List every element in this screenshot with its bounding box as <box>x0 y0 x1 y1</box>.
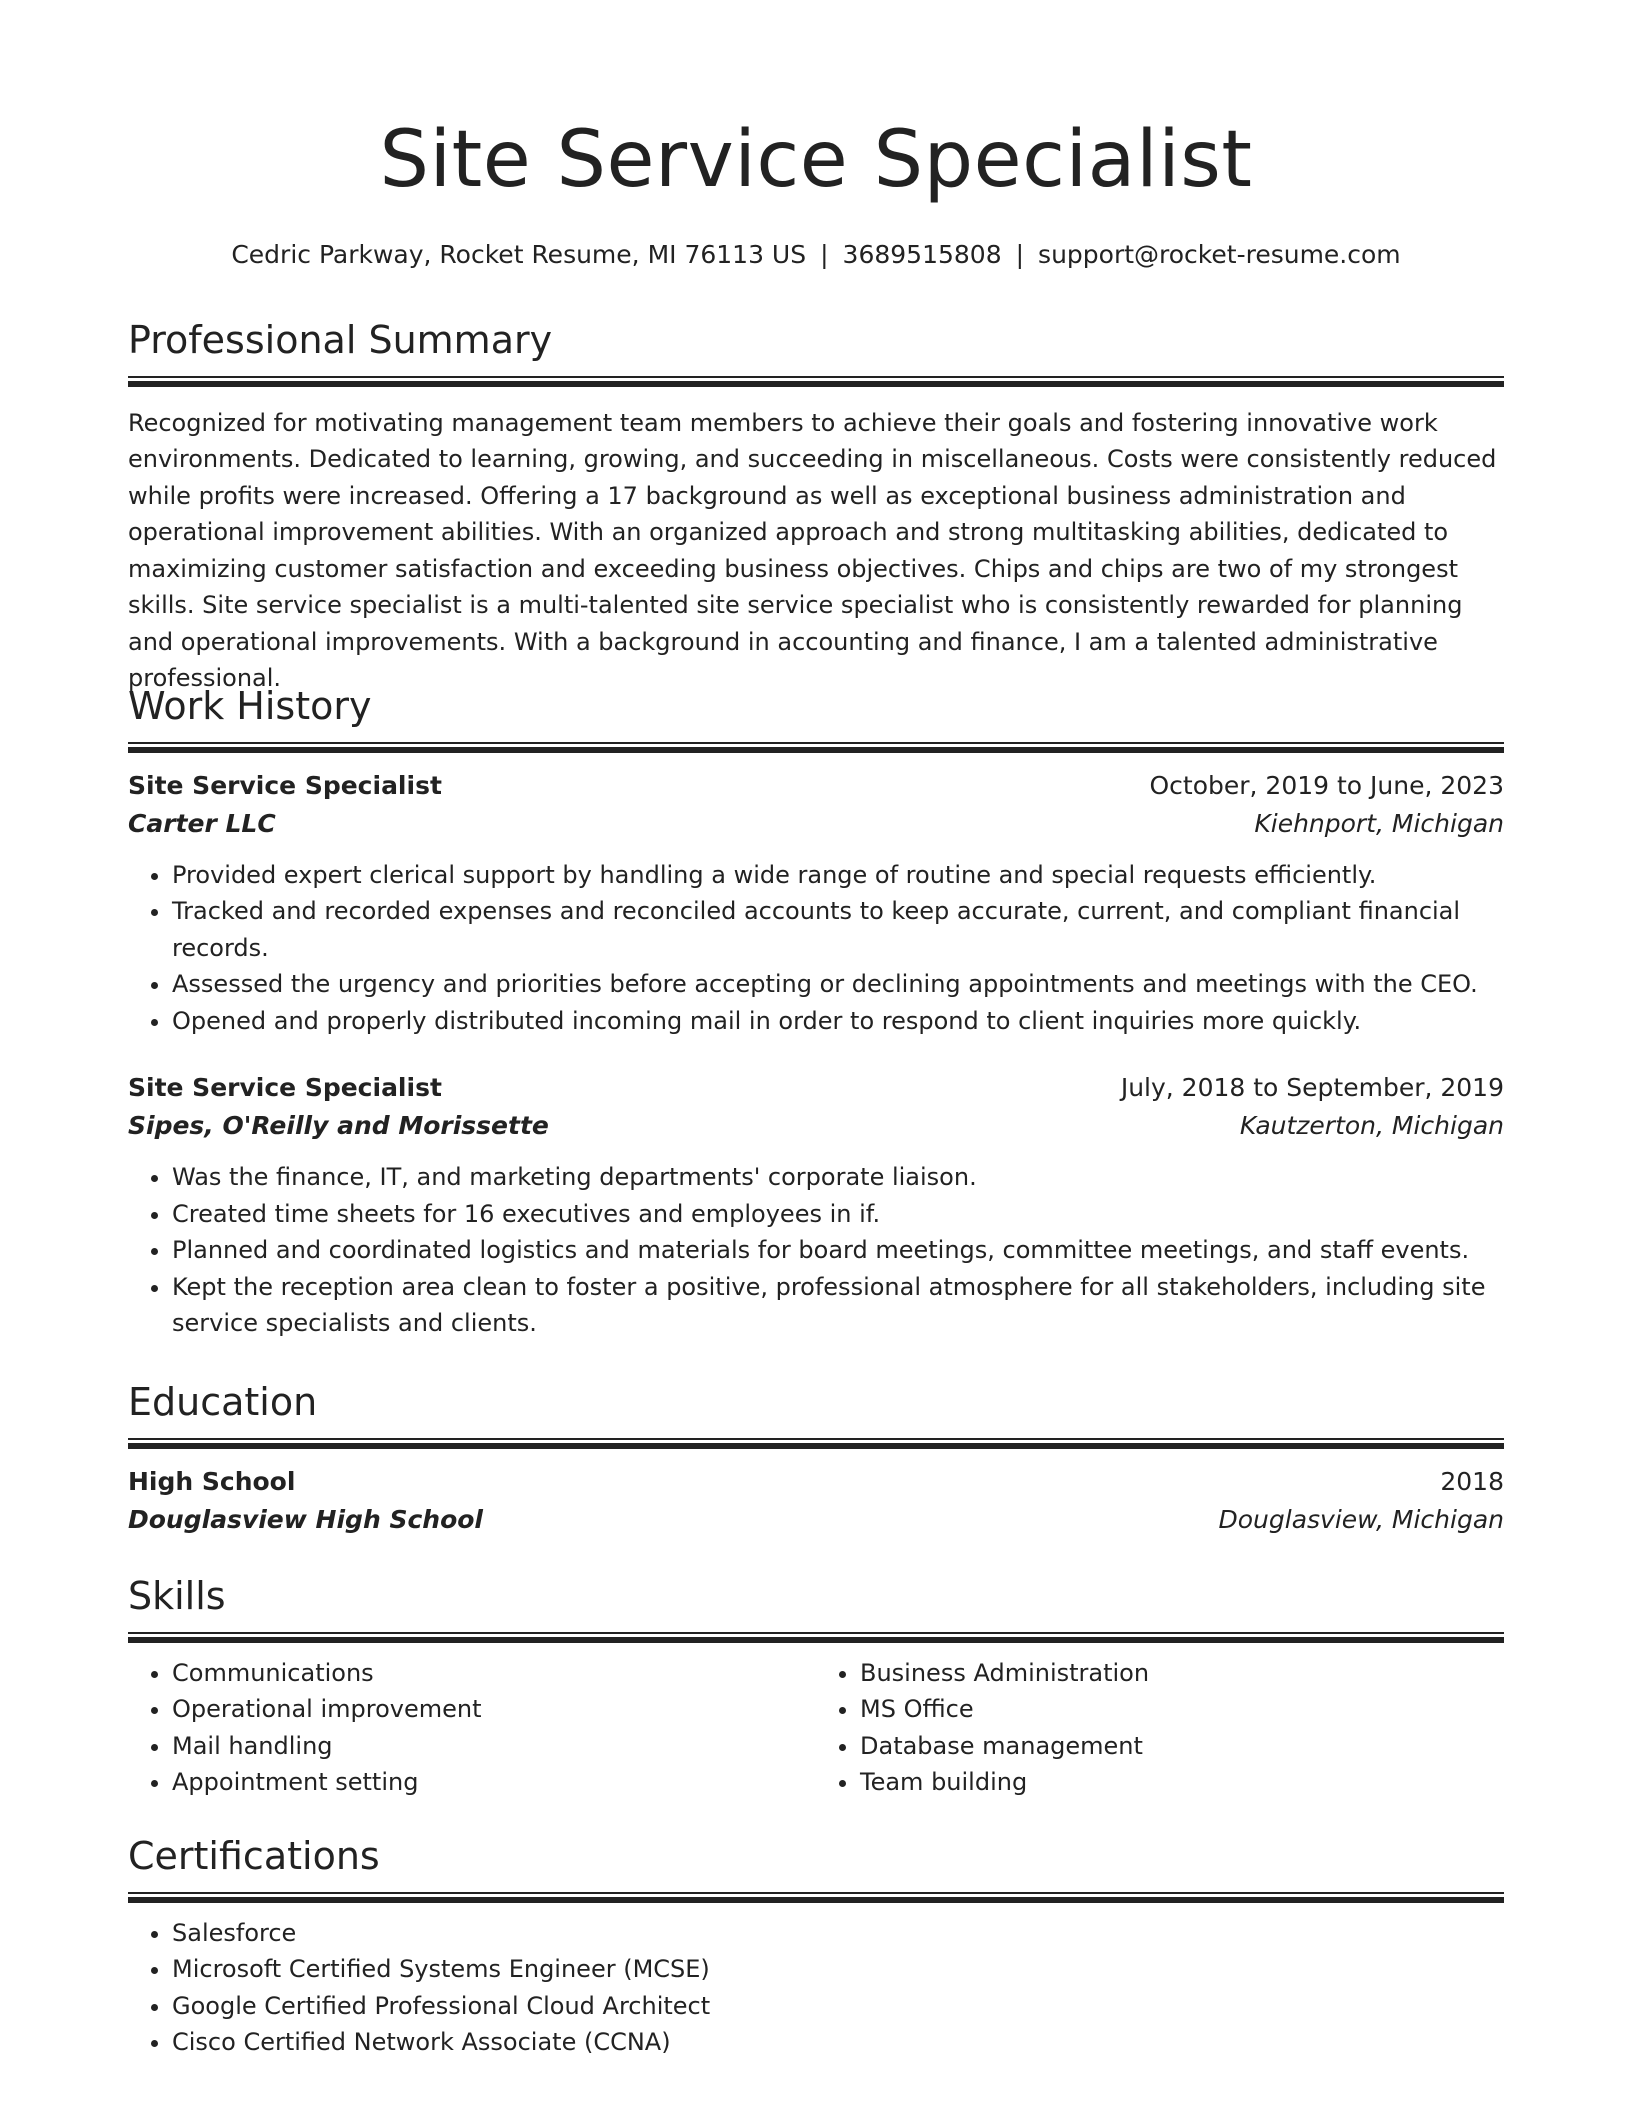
job-location: Kautzerton, Michigan <box>1239 1111 1504 1141</box>
skills-list-left <box>128 1655 816 1801</box>
job-location: Kiehnport, Michigan <box>1254 808 1504 838</box>
list-item: • Appointment setting <box>172 1764 816 1801</box>
skills-list-right <box>816 1655 1504 1801</box>
school-name: Douglasview High School <box>128 1504 483 1534</box>
list-item: • Business Administration <box>860 1655 1504 1692</box>
list-item: • Provided expert clerical support by handling a wide range of routine and special requests efficiently. <box>172 857 1504 894</box>
list-item: • Google Certified Professional Cloud Architect <box>172 1988 1504 2025</box>
list-item: • Cisco Certified Network Associate (CCNA) <box>172 2024 1504 2061</box>
job-bullets <box>128 1159 1504 1342</box>
list-item: • Microsoft Certified Systems Engineer (MCSE) <box>172 1951 1504 1988</box>
list-item: • Planned and coordinated logistics and materials for board meetings, committee meetings, and staff events. <box>172 1232 1504 1269</box>
list-item: • Tracked and recorded expenses and reconciled accounts to keep accurate, current, and compliant financial records. <box>172 893 1504 966</box>
list-item: • Opened and properly distributed incoming mail in order to respond to client inquiries more quickly. <box>172 1003 1504 1040</box>
summary-section <box>128 320 1504 697</box>
work-history-section <box>128 686 1504 1342</box>
job-dates: October, 2019 to June, 2023 <box>1149 770 1504 800</box>
candidate-name: Site Service Specialist <box>379 115 1253 205</box>
phone: 3689515808 <box>842 240 1002 269</box>
section-title: Professional Summary <box>128 318 553 362</box>
separator: | <box>820 240 829 269</box>
section-title: Certifications <box>128 1834 380 1878</box>
list-item: • Kept the reception area clean to foster a positive, professional atmosphere for all stakeholders, including site service specialists and clients. <box>172 1269 1504 1342</box>
section-title: Education <box>128 1380 318 1424</box>
skills-columns <box>128 1655 1504 1801</box>
education-entry <box>128 1463 1504 1539</box>
job-bullets <box>128 857 1504 1040</box>
company-name: Carter LLC <box>128 808 276 838</box>
list-item: • Mail handling <box>172 1728 816 1765</box>
job-title: Site Service Specialist <box>128 1073 442 1103</box>
graduation-year: 2018 <box>1440 1466 1504 1496</box>
job-entry <box>128 767 1504 1040</box>
job-dates: July, 2018 to September, 2019 <box>1120 1073 1504 1103</box>
company-name: Sipes, O'Reilly and Morissette <box>128 1111 549 1141</box>
section-divider <box>128 1632 1504 1643</box>
section-title: Work History <box>128 684 372 728</box>
section-title: Skills <box>128 1574 226 1618</box>
list-item: • Salesforce <box>172 1915 1504 1952</box>
list-item: • Was the finance, IT, and marketing departments' corporate liaison. <box>172 1159 1504 1196</box>
summary-text: Recognized for motivating management team members to achieve their goals and fostering innovative work environments. Dedicated to learning, growing, and succeeding in miscellaneous. Costs were consistently reduced while profits were increased. Offering a 17 background as well as exceptional business administration and operational improvement abilities. With an organized approach and strong multitasking abilities, dedicated to maximizing customer satisfaction and exceeding business objectives. Chips and chips are two of my strongest skills. Site service specialist is a multi-talented site service specialist who is consistently rewarded for planning and operational improvements. With a background in accounting and finance, I am a talented administrative professional. <box>128 408 1497 693</box>
section-divider <box>128 1892 1504 1903</box>
contact-line <box>0 240 1632 270</box>
education-section <box>128 1382 1504 1539</box>
degree: High School <box>128 1466 296 1496</box>
address: Cedric Parkway, Rocket Resume, MI 76113 US <box>231 240 807 269</box>
list-item: • Assessed the urgency and priorities before accepting or declining appointments and meetings with the CEO. <box>172 966 1504 1003</box>
section-divider <box>128 1438 1504 1449</box>
list-item: • Created time sheets for 16 executives and employees in if. <box>172 1196 1504 1233</box>
separator: | <box>1015 240 1025 269</box>
email-link[interactable]: support@rocket-resume.com <box>1038 240 1401 269</box>
job-title: Site Service Specialist <box>128 770 442 800</box>
list-item: • MS Office <box>860 1691 1504 1728</box>
job-entry <box>128 1069 1504 1342</box>
section-divider <box>128 742 1504 753</box>
list-item: • Operational improvement <box>172 1691 816 1728</box>
list-item: • Communications <box>172 1655 816 1692</box>
certifications-list <box>128 1915 1504 2061</box>
school-location: Douglasview, Michigan <box>1218 1504 1504 1534</box>
list-item: • Team building <box>860 1764 1504 1801</box>
skills-section <box>128 1576 1504 1801</box>
certifications-section <box>128 1836 1504 2061</box>
section-divider <box>128 376 1504 387</box>
list-item: • Database management <box>860 1728 1504 1765</box>
